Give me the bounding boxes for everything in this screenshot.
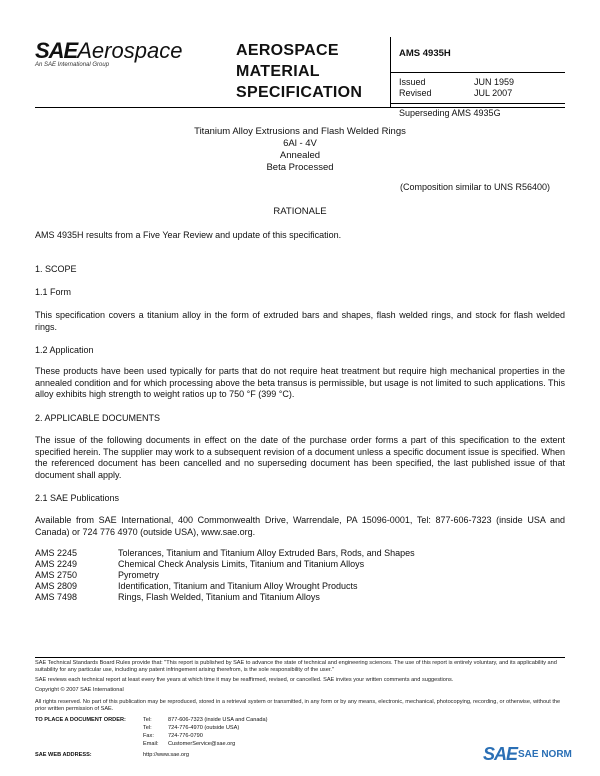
title-line-1: AEROSPACE (236, 42, 339, 59)
section-1-2-heading: 1.2 Application (35, 345, 94, 355)
tel-label: Tel: (143, 717, 152, 723)
rationale-heading: RATIONALE (273, 206, 327, 217)
document-type-title (236, 40, 362, 103)
logo-aerospace-text: Aerospace (77, 38, 183, 63)
web-label: SAE WEB ADDRESS: (35, 752, 92, 758)
reference-title: Pyrometry (118, 570, 160, 580)
footer-rules-notice: SAE Technical Standards Board Rules provide that: "This report is published by SAE to advance the state of technical and engineering sciences. The use of this report is entirely voluntary, and its applicability and suitability for any particular use, including any patent infringement arising therefrom, is the sole responsibility of the user." (35, 660, 557, 673)
email-address[interactable]: CustomerService@sae.org (168, 741, 236, 747)
subject-line-4: Beta Processed (266, 162, 334, 173)
footer-rights-notice: All rights reserved. No part of this publication may be reproduced, stored in a retrieval system or transmitted, in any form or by any means, electronic, mechanical, photocopying, recording, or otherwise, without the prior written permission of SAE. (35, 699, 561, 712)
reference-code: AMS 2809 (35, 581, 78, 591)
section-2-1-text: Available from SAE International, 400 Commonwealth Drive, Warrendale, PA 15096-0001, Tel: 877-606-7323 (inside USA and Canada) or 724 776 4970 (outside USA), www.sae.org. (35, 515, 565, 537)
subject-line-1: Titanium Alloy Extrusions and Flash Welded Rings (194, 126, 406, 137)
subject-block (100, 126, 500, 174)
section-1-heading: 1. SCOPE (35, 264, 77, 274)
header-date-rule (390, 103, 565, 104)
footer-review-notice: SAE reviews each technical report at least every five years at which time it may be reaffirmed, revised, or cancelled. SAE invites your written comments and suggestions. (35, 677, 454, 683)
reference-code: AMS 2245 (35, 548, 78, 558)
sae-norm-watermark-text: SAE NORM (518, 749, 572, 760)
tel-inside: 877-606-7323 (inside USA and Canada) (168, 717, 268, 723)
section-2-heading: 2. APPLICABLE DOCUMENTS (35, 413, 161, 423)
logo-sae-text: SAE (35, 38, 78, 63)
sae-aerospace-logo (35, 38, 182, 64)
subject-line-3: Annealed (279, 150, 321, 161)
footer-copyright: Copyright © 2007 SAE International (35, 687, 124, 693)
tel-outside: 724-776-4970 (outside USA) (168, 725, 240, 731)
header-docnum-rule (390, 72, 565, 73)
reference-title: Identification, Titanium and Titanium Alloy Wrought Products (118, 581, 358, 591)
fax-label: Fax: (143, 733, 154, 739)
reference-code: AMS 2249 (35, 559, 78, 569)
footer-rule (35, 657, 565, 658)
title-line-2: MATERIAL (236, 63, 320, 80)
revised-label: Revised (399, 88, 432, 98)
section-1-1-heading: 1.1 Form (35, 287, 72, 297)
order-label: TO PLACE A DOCUMENT ORDER: (35, 717, 126, 723)
tel-label-2: Tel: (143, 725, 152, 731)
reference-title: Chemical Check Analysis Limits, Titanium and Titanium Alloys (118, 559, 365, 569)
section-2-1-heading: 2.1 SAE Publications (35, 493, 120, 503)
revised-date: JUL 2007 (474, 88, 513, 98)
doc-number: AMS 4935H (399, 48, 451, 59)
web-address[interactable]: http://www.sae.org (143, 752, 190, 758)
section-2-text: The issue of the following documents in effect on the date of the purchase order forms a part of this specification to the extent specified herein. The supplier may work to a subsequent revision of a document unless a specific document issue is specified. When the referenced document has been cancelled and no superseding document has been specified, the last published issue of that document shall apply. (35, 435, 565, 480)
reference-code: AMS 2750 (35, 570, 78, 580)
email-label: Email: (143, 741, 159, 747)
subject-line-2: 6Al - 4V (283, 138, 317, 149)
issued-label: Issued (399, 77, 426, 87)
issued-date: JUN 1959 (474, 77, 515, 87)
fax-number: 724-776-0790 (168, 733, 203, 739)
logo-subtitle: An SAE International Group (35, 62, 110, 68)
rationale-text: AMS 4935H results from a Five Year Review and update of this specification. (35, 230, 342, 240)
sae-norm-watermark-logo: SAE (483, 744, 518, 764)
section-1-1-text: This specification covers a titanium alloy in the form of extruded bars and shapes, flash welded rings, and stock for flash welded rings. (35, 310, 565, 332)
reference-code: AMS 7498 (35, 592, 78, 602)
superseding-note: Superseding AMS 4935G (399, 108, 501, 118)
section-1-2-text: These products have been used typically for parts that do not require heat treatment but require high mechanical properties in the annealed condition and for which processing above the beta transus is permissible, but usage is not limited to such applications. This alloy exhibits high strength to weight ratios up to 750 °F (399 °C). (35, 366, 565, 399)
title-line-3: SPECIFICATION (236, 84, 363, 101)
reference-title: Rings, Flash Welded, Titanium and Titanium Alloys (118, 592, 320, 602)
composition-note: (Composition similar to UNS R56400) (400, 182, 551, 192)
reference-title: Tolerances, Titanium and Titanium Alloy Extruded Bars, Rods, and Shapes (118, 548, 415, 558)
